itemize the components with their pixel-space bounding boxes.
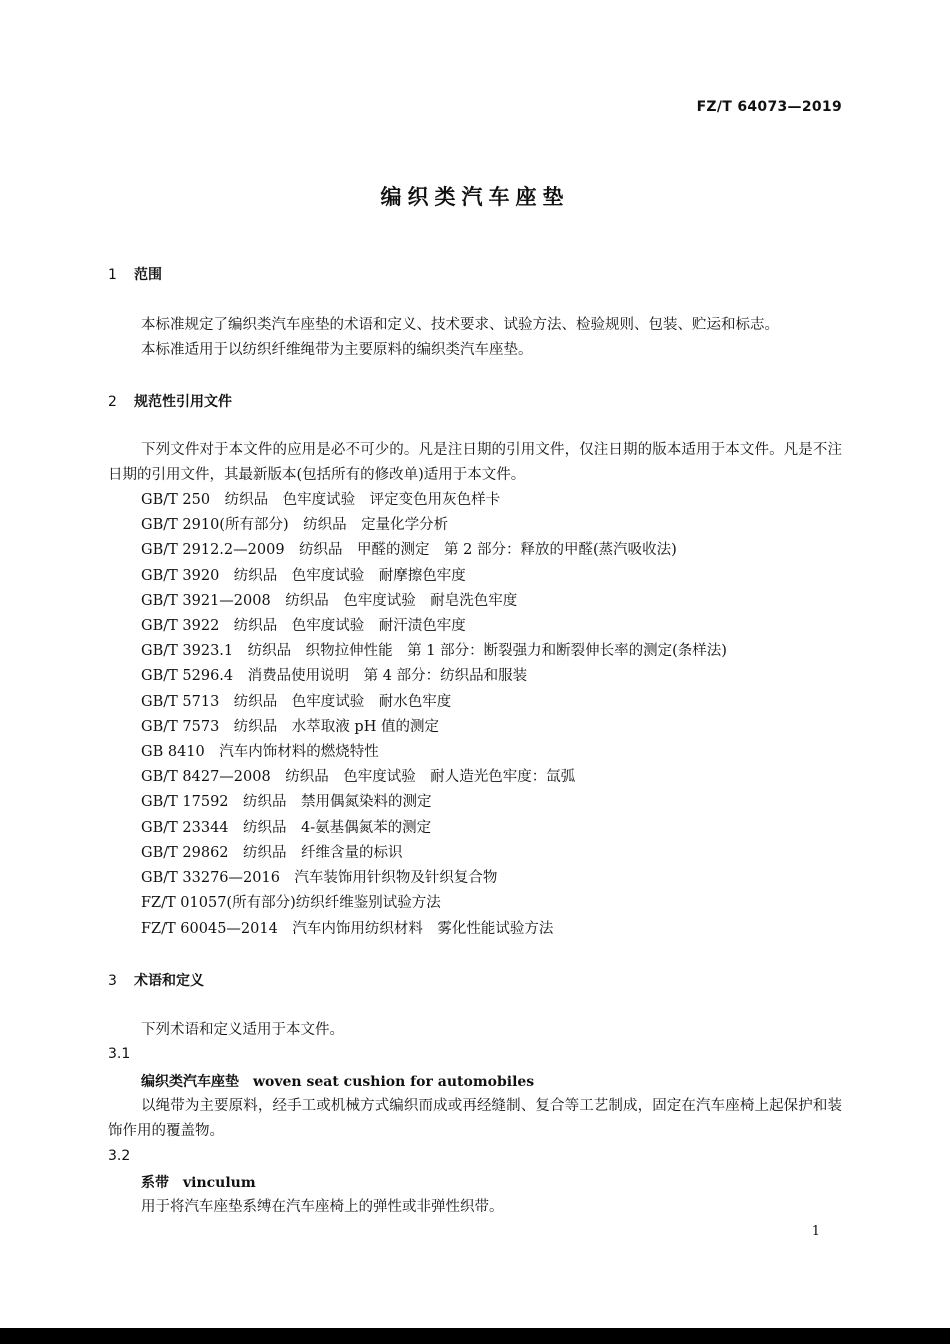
section-title: 规范性引用文件: [134, 394, 232, 410]
term-number: 3.1: [108, 1046, 131, 1062]
reference-item: GB/T 8427—2008 纺织品 色牢度试验 耐人造光色牢度：氙弧: [141, 769, 576, 785]
section-title: 术语和定义: [134, 973, 204, 989]
reference-item: GB/T 5296.4 消费品使用说明 第 4 部分：纺织品和服装: [141, 668, 528, 684]
section-3-intro: 下列术语和定义适用于本文件。: [141, 1022, 344, 1038]
section-3-heading: [108, 970, 204, 990]
reference-item: GB/T 3921—2008 纺织品 色牢度试验 耐皂洗色牢度: [141, 593, 518, 609]
term-en: woven seat cushion for automobiles: [253, 1074, 535, 1090]
reference-item: GB/T 29862 纺织品 纤维含量的标识: [141, 845, 403, 861]
reference-item: GB/T 23344 纺织品 4-氨基偶氮苯的测定: [141, 820, 432, 836]
page-number: 1: [811, 1224, 820, 1239]
reference-item: GB/T 250 纺织品 色牢度试验 评定变色用灰色样卡: [141, 492, 501, 508]
reference-item: GB/T 3923.1 纺织品 织物拉伸性能 第 1 部分：断裂强力和断裂伸长率的测定(条样法): [141, 643, 727, 659]
term-en: vinculum: [183, 1175, 256, 1191]
section-number: 1: [108, 267, 117, 283]
section-title: 范围: [134, 267, 162, 283]
section-1-paragraph-2: 本标准适用于以纺织纤维绳带为主要原料的编织类汽车座垫。: [141, 342, 533, 358]
document-title: 编织类汽车座垫: [380, 185, 570, 209]
term-definition: 以绳带为主要原料，经手工或机械方式编织而成或再经缝制、复合等工艺制成，固定在汽车座椅上起保护和装饰作用的覆盖物。: [108, 1098, 842, 1139]
section-number: 3: [108, 973, 117, 989]
reference-item: GB/T 3920 纺织品 色牢度试验 耐摩擦色牢度: [141, 568, 466, 584]
reference-item: FZ/T 01057(所有部分)纺织纤维鉴别试验方法: [141, 895, 441, 911]
section-2-intro: 下列文件对于本文件的应用是必不可少的。凡是注日期的引用文件，仅注日期的版本适用于本文件。凡是不注日期的引用文件，其最新版本(包括所有的修改单)适用于本文件。: [108, 442, 842, 483]
bottom-border: [0, 1328, 950, 1344]
term-number: 3.2: [108, 1148, 131, 1164]
reference-item: GB/T 17592 纺织品 禁用偶氮染料的测定: [141, 794, 432, 810]
term-zh: 编织类汽车座垫: [141, 1074, 239, 1090]
standard-number: FZ/T 64073—2019: [696, 99, 842, 115]
term-zh: 系带: [141, 1175, 169, 1191]
reference-item: GB/T 2912.2—2009 纺织品 甲醛的测定 第 2 部分：释放的甲醛(蒸汽吸收法): [141, 542, 677, 558]
term-heading: [141, 1172, 256, 1192]
reference-item: GB/T 33276—2016 汽车装饰用针织物及针织复合物: [141, 870, 498, 886]
reference-item: GB/T 5713 纺织品 色牢度试验 耐水色牢度: [141, 694, 452, 710]
section-1-heading: [108, 264, 162, 284]
reference-item: FZ/T 60045—2014 汽车内饰用纺织材料 雾化性能试验方法: [141, 921, 554, 937]
section-2-heading: [108, 391, 232, 411]
section-1-paragraph-1: 本标准规定了编织类汽车座垫的术语和定义、技术要求、试验方法、检验规则、包装、贮运和标志。: [141, 317, 779, 333]
reference-item: GB/T 2910(所有部分) 纺织品 定量化学分析: [141, 517, 449, 533]
reference-item: GB/T 3922 纺织品 色牢度试验 耐汗渍色牢度: [141, 618, 466, 634]
reference-item: GB/T 7573 纺织品 水萃取液 pH 值的测定: [141, 719, 439, 735]
term-definition: 用于将汽车座垫系缚在汽车座椅上的弹性或非弹性织带。: [141, 1199, 504, 1215]
term-heading: [141, 1071, 534, 1091]
section-number: 2: [108, 394, 117, 410]
reference-item: GB 8410 汽车内饰材料的燃烧特性: [141, 744, 379, 760]
